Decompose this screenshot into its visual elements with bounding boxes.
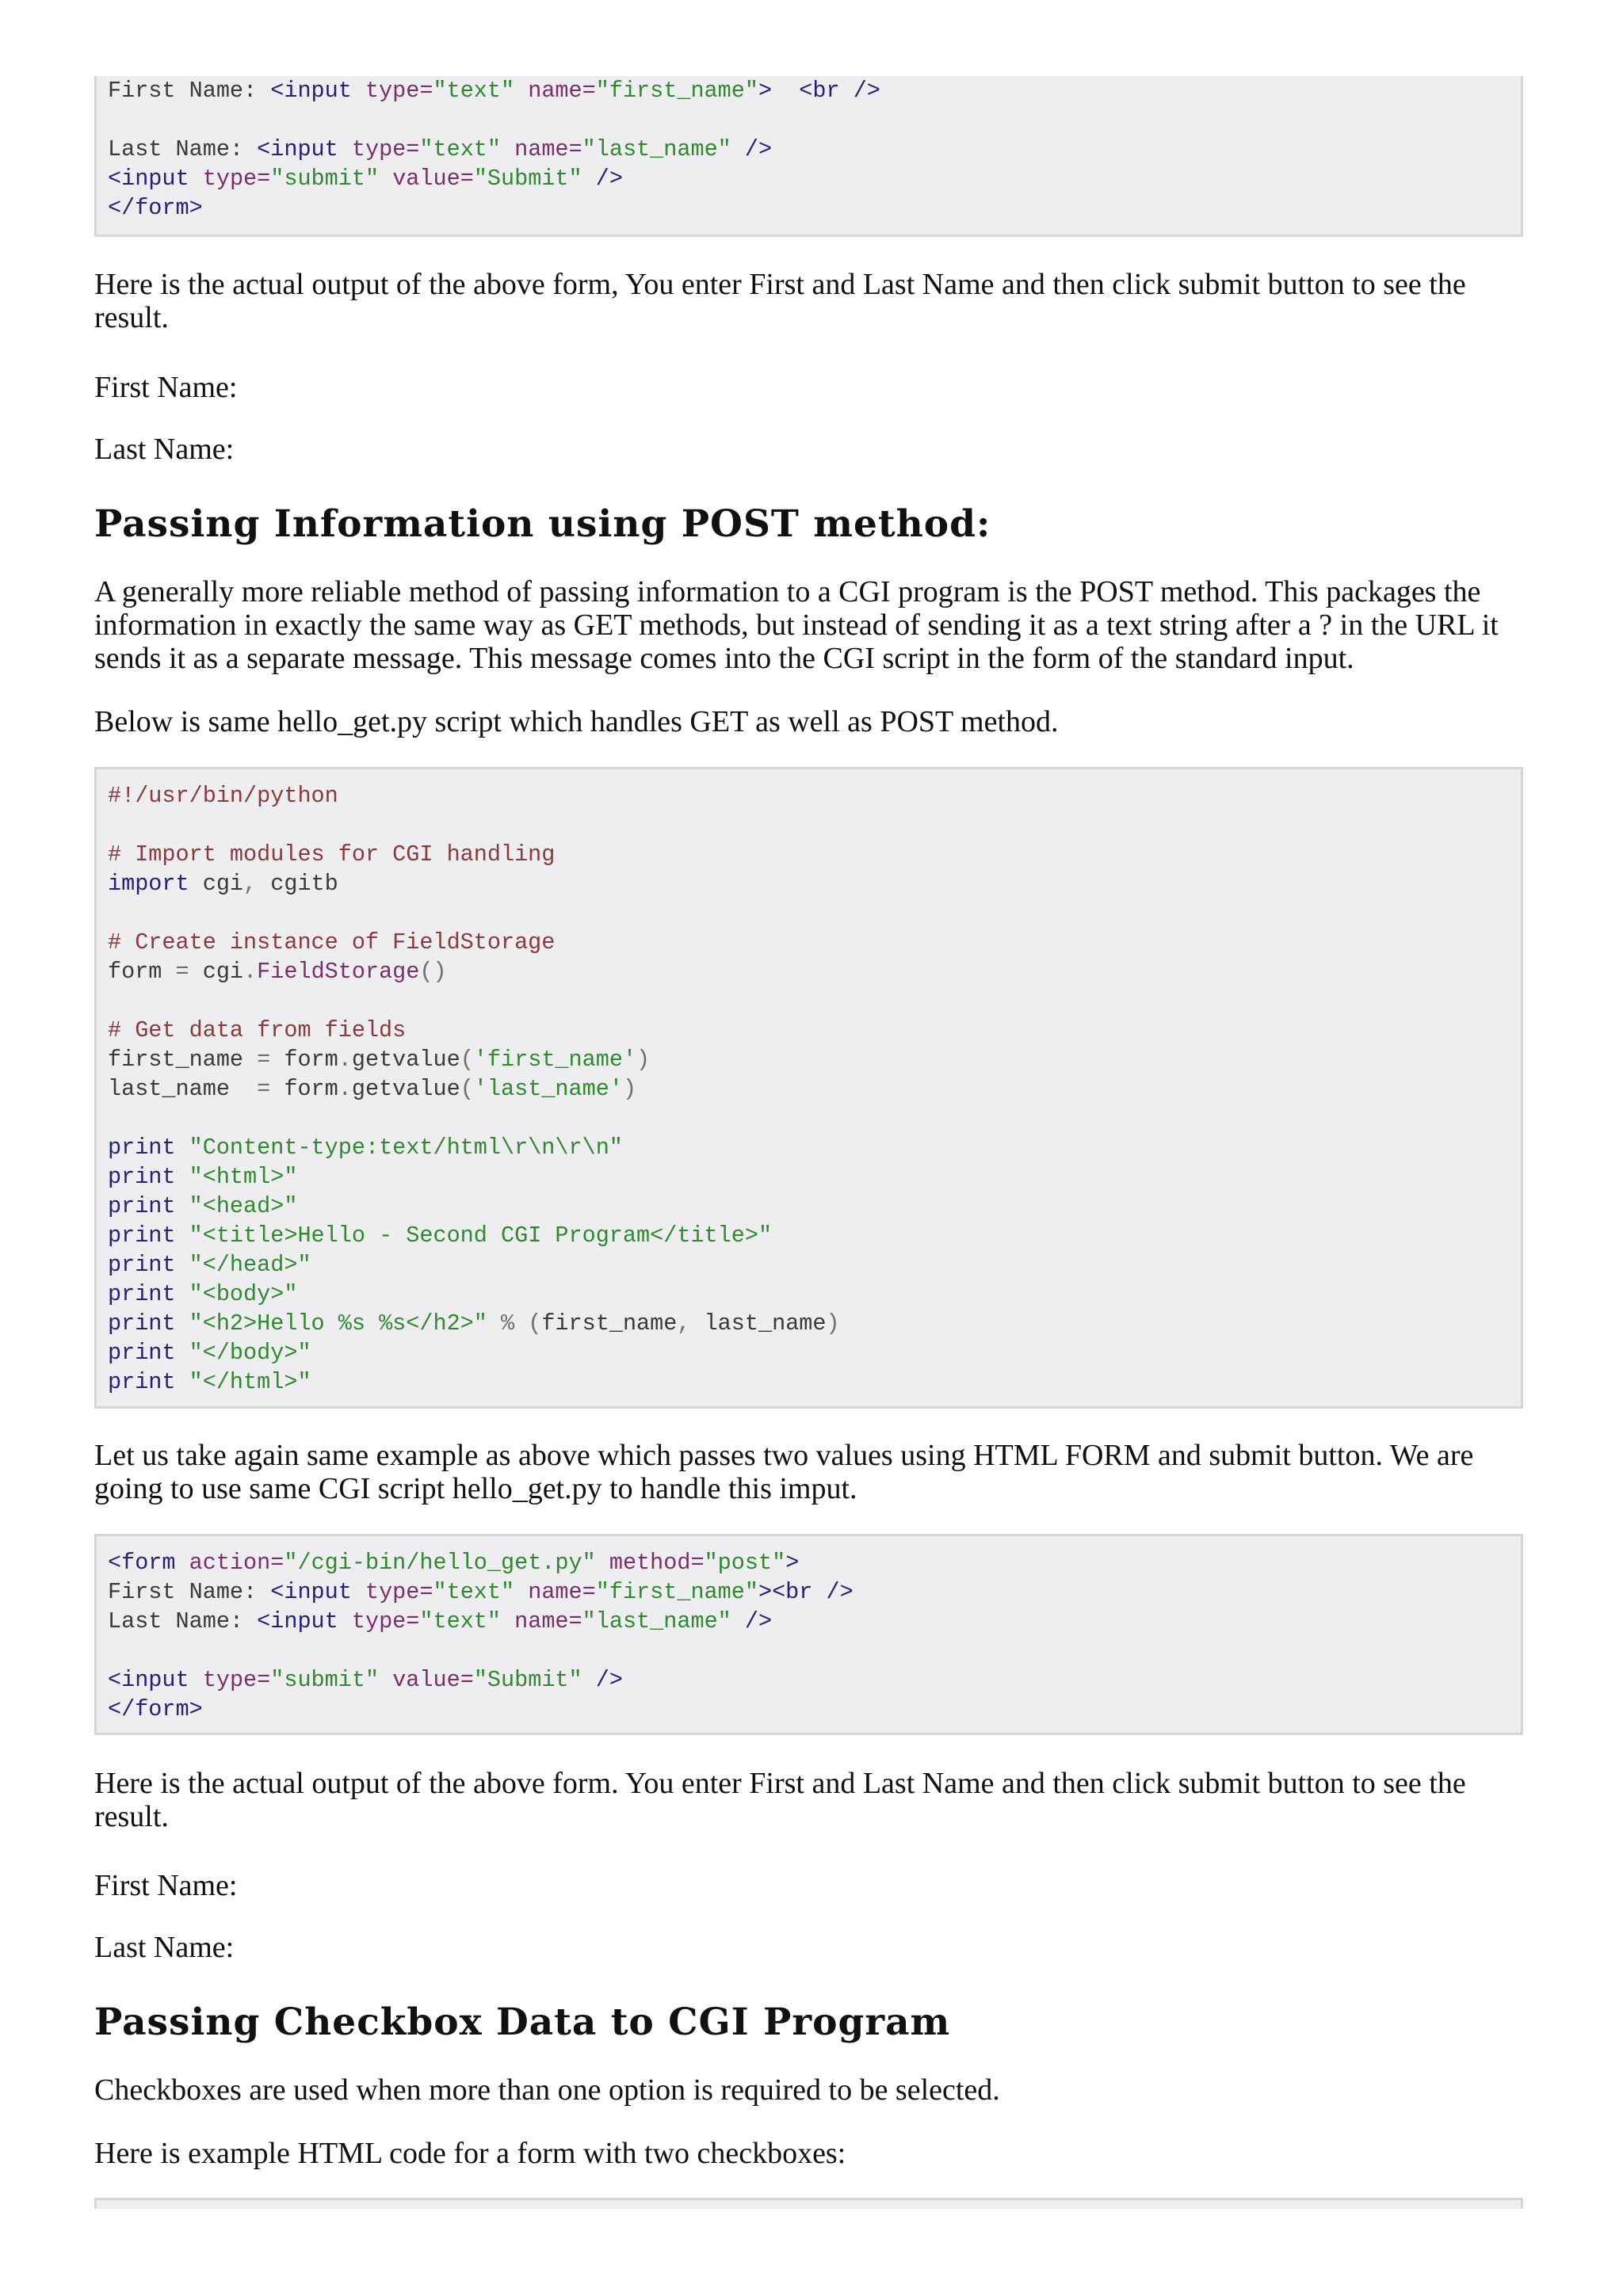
code-line — [108, 810, 1510, 840]
code-line: print "<title>Hello - Second CGI Program</title>" — [108, 1222, 773, 1249]
code-line — [108, 105, 1510, 135]
code-line: <input type="submit" value="Submit" /> — [108, 166, 623, 192]
code-line: import cgi, cgitb — [108, 871, 338, 897]
code-line: #!/usr/bin/python — [108, 783, 338, 809]
code-line — [108, 986, 1510, 1016]
code-line: print "</body>" — [108, 1340, 311, 1366]
code-line: # Get data from fields — [108, 1017, 407, 1043]
code-line: print "Content-type:text/html\r\n\r\n" — [108, 1135, 623, 1161]
code-line: </form> — [108, 1696, 203, 1722]
code-line: <form action="/cgi-bin/hello_get.py" method="post"> — [108, 1550, 800, 1576]
code-line: # Import modules for CGI handling — [108, 841, 556, 868]
code-line: print "<body>" — [108, 1281, 298, 1307]
code-line: print "<html>" — [108, 1164, 298, 1190]
section-heading-post: Passing Information using POST method: — [94, 502, 991, 546]
code-line: print "</head>" — [108, 1252, 311, 1278]
post-example-intro: Let us take again same example as above which passes two values using HTML FORM and submit button. We are going to use same CGI script hello_get.py to handle this imput. — [94, 1439, 1474, 1505]
last-name-label: Last Name: — [94, 433, 235, 466]
section-heading-checkbox: Passing Checkbox Data to CGI Program — [94, 2000, 951, 2044]
code-line: last_name = form.getvalue('last_name') — [108, 1076, 637, 1102]
code-block-checkbox-form — [94, 2198, 1523, 2209]
code-line: Last Name: <input type="text" name="last_name" /> — [108, 1608, 773, 1634]
checkbox-description: Checkboxes are used when more than one option is required to be selected. — [94, 2073, 1000, 2107]
code-line: First Name: <input type="text" name="first_name"> <br /> — [108, 78, 880, 104]
code-line — [108, 1636, 1510, 1665]
first-name-label: First Name: — [94, 371, 238, 404]
code-line: first_name = form.getvalue('first_name') — [108, 1047, 651, 1073]
form-output-intro: Here is the actual output of the above form, You enter First and Last Name and then click submit button to see the result. — [94, 268, 1466, 334]
code-line: print "<h2>Hello %s %s</h2>" % (first_name, last_name) — [108, 1310, 840, 1337]
code-line: Last Name: <input type="text" name="last_name" /> — [108, 136, 773, 162]
last-name-label-2: Last Name: — [94, 1931, 235, 1964]
code-line: print "<head>" — [108, 1193, 298, 1219]
code-block-python-script — [94, 767, 1523, 1409]
post-method-description: A generally more reliable method of passing information to a CGI program is the POST method. This packages the information in exactly the same way as GET methods, but instead of sending it as a text string after a ? in the URL it sends it as a separate message. This message comes into the CGI script in the form of the standard input. — [94, 575, 1499, 675]
code-line — [108, 898, 1510, 928]
code-line: # Create instance of FieldStorage — [108, 929, 556, 955]
checkbox-example-intro: Here is example HTML code for a form with two checkboxes: — [94, 2137, 846, 2170]
code-line: First Name: <input type="text" name="first_name"><br /> — [108, 1579, 854, 1605]
script-intro: Below is same hello_get.py script which handles GET as well as POST method. — [94, 705, 1059, 738]
code-line: <input type="submit" value="Submit" /> — [108, 1667, 623, 1693]
code-line: </form> — [108, 195, 203, 221]
code-line: print "</html>" — [108, 1369, 311, 1395]
code-line: form = cgi.FieldStorage() — [108, 959, 447, 985]
code-line — [108, 1104, 1510, 1133]
code-block-html-form-get — [94, 76, 1523, 237]
form-output-intro-2: Here is the actual output of the above form. You enter First and Last Name and then click submit button to see the result. — [94, 1767, 1466, 1833]
first-name-label-2: First Name: — [94, 1869, 238, 1902]
code-block-html-form-post — [94, 1534, 1523, 1735]
